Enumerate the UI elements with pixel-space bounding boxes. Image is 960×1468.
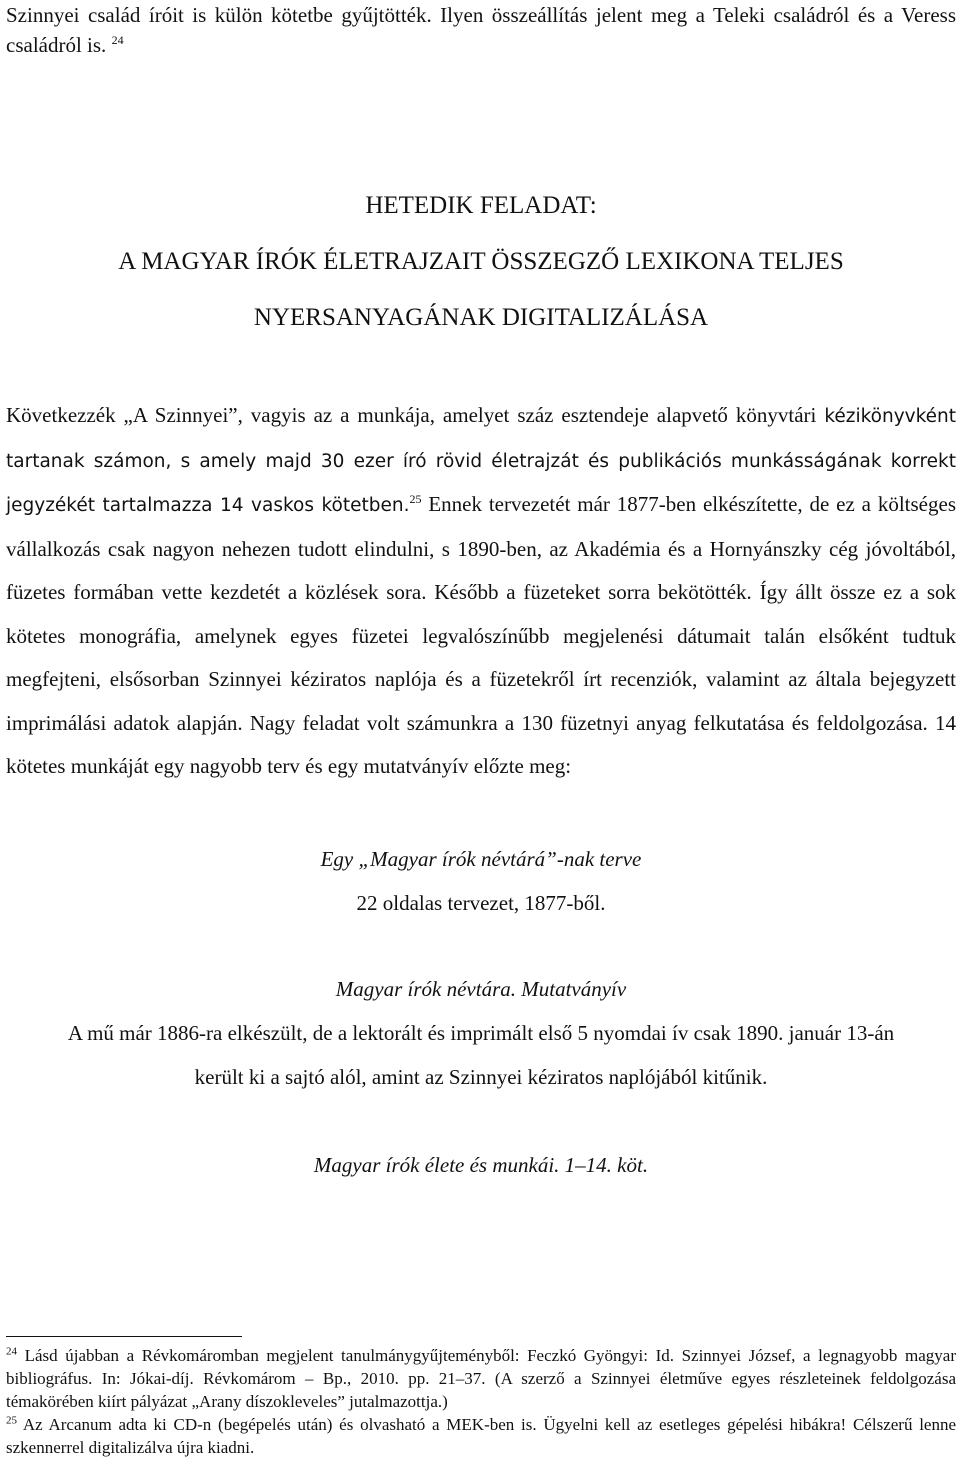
footnote-ref-25[interactable]: 25	[409, 492, 422, 506]
work-entry-lexicon	[6, 1143, 956, 1187]
footnote-text: Lásd újabban a Révkomáromban megjelent tanulmánygyűjteményből: Feczkó Gyöngyi: Id. Szinnyei József, a legnagyobb magyar bibliográfus. In: Jókai-díj. Révkomárom – Bp., 2010. pp. 21–37. (A szerző a Szinnyei életművе egyes részleteinek feldolgozása témakörében kiírt pályázat „Arany díszokleveles” jutalmazottja.)	[6, 1346, 956, 1411]
work-entry-specimen	[6, 967, 956, 1099]
work-plan-subtitle: 22 oldalas tervezet, 1877-ből.	[356, 890, 606, 915]
work-lexicon-title: Magyar írók élete és munkái. 1–14. köt.	[313, 1152, 649, 1177]
footnote-number: 25	[6, 1414, 17, 1427]
footnote-ref-24[interactable]: 24	[111, 33, 124, 47]
work-entry-plan	[6, 837, 956, 925]
body-text-part-1: Következzék „A Szinnyei”, vagyis az a munkája, amelyet száz esztendeje alapvető könyvtári	[6, 403, 817, 427]
body-text-part-2: kézikönyvként tartanak számon, s amely majd 30 ezer író rövid életrajzát és publikációs munkásságának korrekt jegyzékét tartalmazza 14 vaskos kötetben.	[6, 406, 957, 516]
body-paragraph	[6, 394, 956, 789]
footnote-25	[6, 1413, 956, 1459]
footnote-divider	[6, 1336, 242, 1337]
footnote-24	[6, 1344, 956, 1413]
work-specimen-title: Magyar írók névtára. Mutatványív	[335, 976, 627, 1001]
heading-line-2: A MAGYAR ÍRÓK ÉLETRAJZAIT ÖSSZEGZŐ LEXIKONA TELJES	[118, 248, 844, 275]
footnote-text: Az Arcanum adta ki CD-n (begépelés után) és olvasható a MEK-ben is. Ügyelni kell az esetleges gépelési hibákra! Célszerű lenne szkennerrel digitalizálva újra kiadni.	[6, 1415, 957, 1457]
footnote-number: 24	[6, 1345, 17, 1358]
work-specimen-text: A mű már 1886-ra elkészült, de a lektorált és imprimált első 5 nyomdai ív csak 1890. január 13-án került ki a sajtó alól, amint az Szinnyei kéziratos naplójából kitűnik.	[67, 1020, 895, 1089]
intro-text: Szinnyei család íróit is külön kötetbe gyűjtötték. Ilyen összeállítás jelent meg a Teleki családról és a Veress családról is.	[6, 3, 956, 57]
document-page	[6, 0, 956, 1187]
heading-line-3: NYERSANYAGÁNAK DIGITALIZÁLÁSA	[253, 304, 709, 331]
chapter-heading	[6, 178, 956, 346]
heading-line-1: HETEDIK FELADAT:	[365, 192, 597, 219]
work-plan-title: Egy „Magyar írók névtárá”-nak terve	[320, 846, 642, 871]
footnotes-section	[6, 1344, 956, 1459]
intro-paragraph	[6, 0, 956, 60]
body-text-part-3: Ennek tervezetét már 1877-ben elkészítette, de ez a költséges vállalkozás csak nagyon nehezen tudott elindulni, s 1890-ben, az Akadémia és a Hornyánszky cég jóvoltából, füzetes formában vette kezdetét a közlések sora. Később a füzeteket sorra bekötötték. Így állt össze ez a sok kötetes monográfia, amelynek egyes füzetei legvalószínűbb megjelenési dátumait talán elsőként tudtuk megfejteni, elsősorban Szinnyei kéziratos naplója és a füzetekről írt recenziók, valamint az általa bejegyzett imprimálási adatok alapján. Nagy feladat volt számunkra a 130 füzetnyi anyag felkutatása és feldolgozása. 14 kötetes munkáját egy nagyobb terv és egy mutatványív előzte meg:	[6, 492, 956, 778]
